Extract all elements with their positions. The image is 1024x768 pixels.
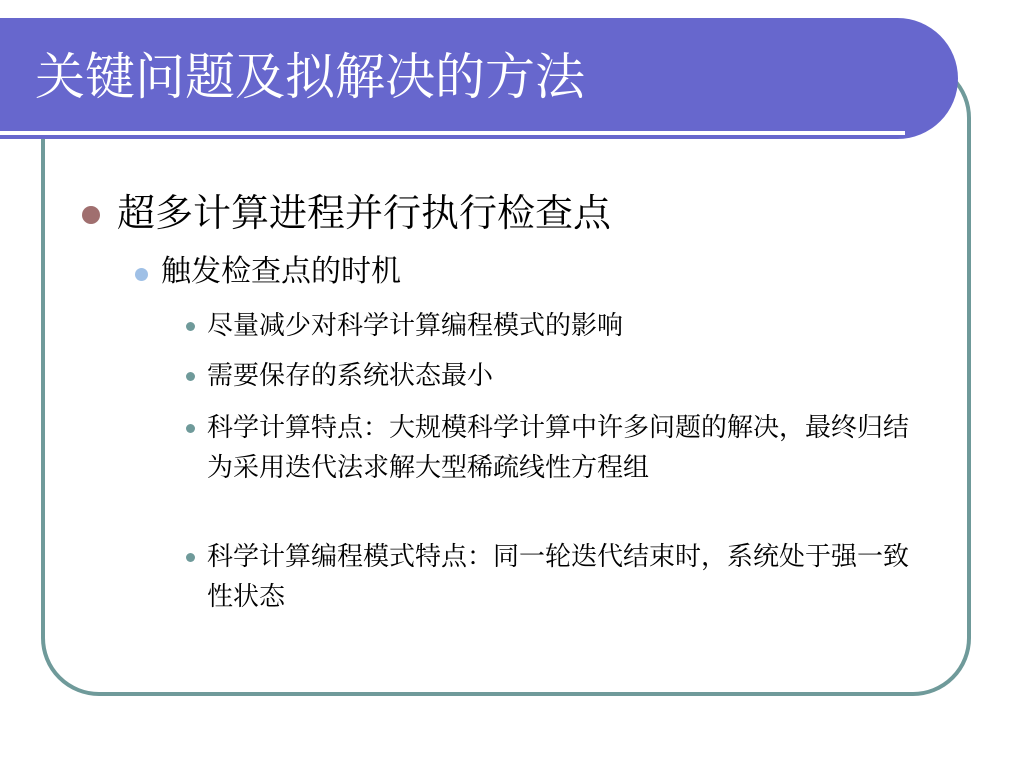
bullet-level3-item: 科学计算特点：大规模科学计算中许多问题的解决，最终归结为采用迭代法求解大型稀疏线性方程组: [207, 413, 910, 483]
bullet-level3-item: 尽量减少对科学计算编程模式的影响: [207, 311, 624, 341]
bullet-level3-item: 需要保存的系统状态最小: [207, 361, 494, 391]
bullet-dot-level3: [186, 424, 195, 433]
bullet-dot-level3: [186, 553, 195, 562]
bullet-level1: 超多计算进程并行执行检查点: [117, 191, 612, 235]
bullet-dot-level2: [135, 268, 148, 281]
bullet-dot-level1: [82, 206, 100, 224]
bullet-dot-level3: [186, 322, 195, 331]
bullet-level2: 触发检查点的时机: [161, 254, 401, 289]
bullet-dot-level3: [186, 372, 195, 381]
slide-title: 关键问题及拟解决的方法: [35, 48, 585, 106]
bullet-level3-item: 科学计算编程模式特点：同一轮迭代结束时，系统处于强一致性状态: [207, 542, 910, 612]
